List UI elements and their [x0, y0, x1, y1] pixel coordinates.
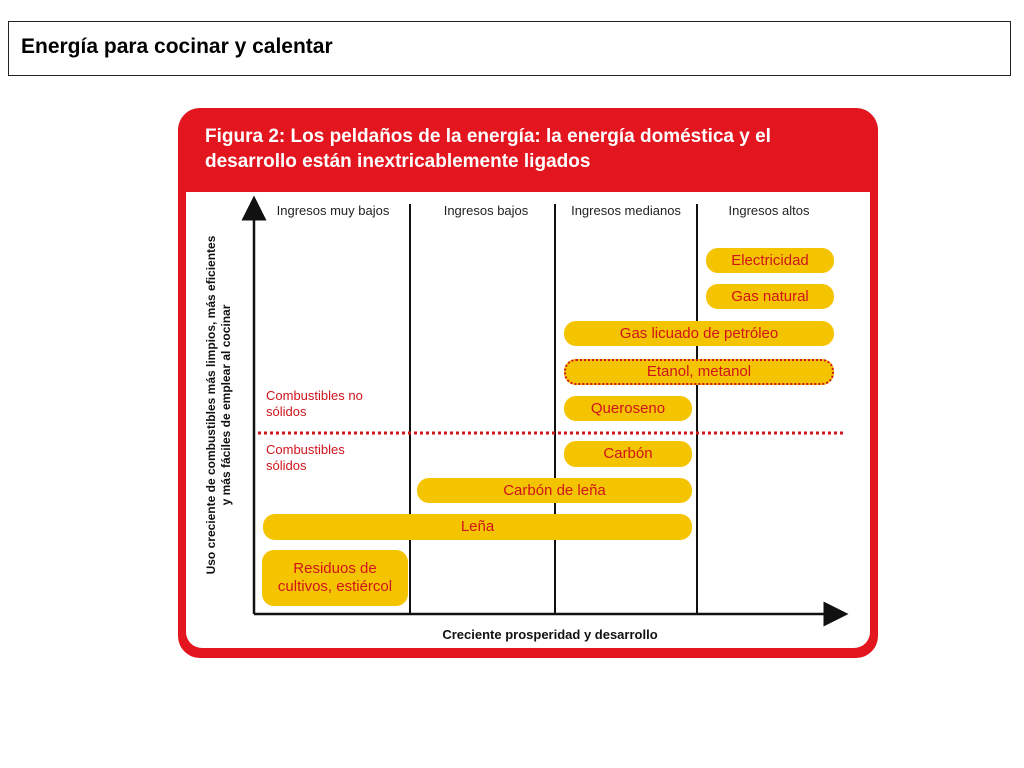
column-header-low-income: Ingresos bajos	[443, 203, 529, 218]
fuel-residuos-estiercol: Residuos de cultivos, estiércol	[262, 550, 408, 606]
fuel-lena: Leña	[263, 514, 692, 540]
figure-title: Figura 2: Los peldaños de la energía: la energía doméstica y el desarrollo están inextricablemente ligados	[205, 126, 771, 172]
y-axis-label: Uso creciente de combustibles más limpios, más eficientes y más fáciles de emplear al cocinar	[204, 235, 233, 575]
fuel-queroseno: Queroseno	[564, 396, 692, 421]
fuel-electricidad: Electricidad	[706, 248, 834, 273]
zone-label-non-solid: Combustibles no sólidos	[266, 388, 363, 419]
slide-title: Energía para cocinar y calentar	[21, 35, 333, 58]
column-header-middle-income: Ingresos medianos	[571, 203, 681, 218]
column-header-high-income: Ingresos altos	[728, 203, 810, 218]
fuel-gas-licuado: Gas licuado de petróleo	[564, 321, 834, 346]
fuel-etanol-metanol: Etanol, metanol	[564, 359, 834, 385]
fuel-carbon: Carbón	[564, 441, 692, 467]
x-axis-label: Creciente prosperidad y desarrollo	[442, 627, 658, 642]
zone-label-solid: Combustibles sólidos	[266, 442, 345, 473]
fuel-carbon-de-lena: Carbón de leña	[417, 478, 692, 503]
fuel-gas-natural: Gas natural	[706, 284, 834, 309]
column-header-very-low-income: Ingresos muy bajos	[276, 203, 390, 218]
